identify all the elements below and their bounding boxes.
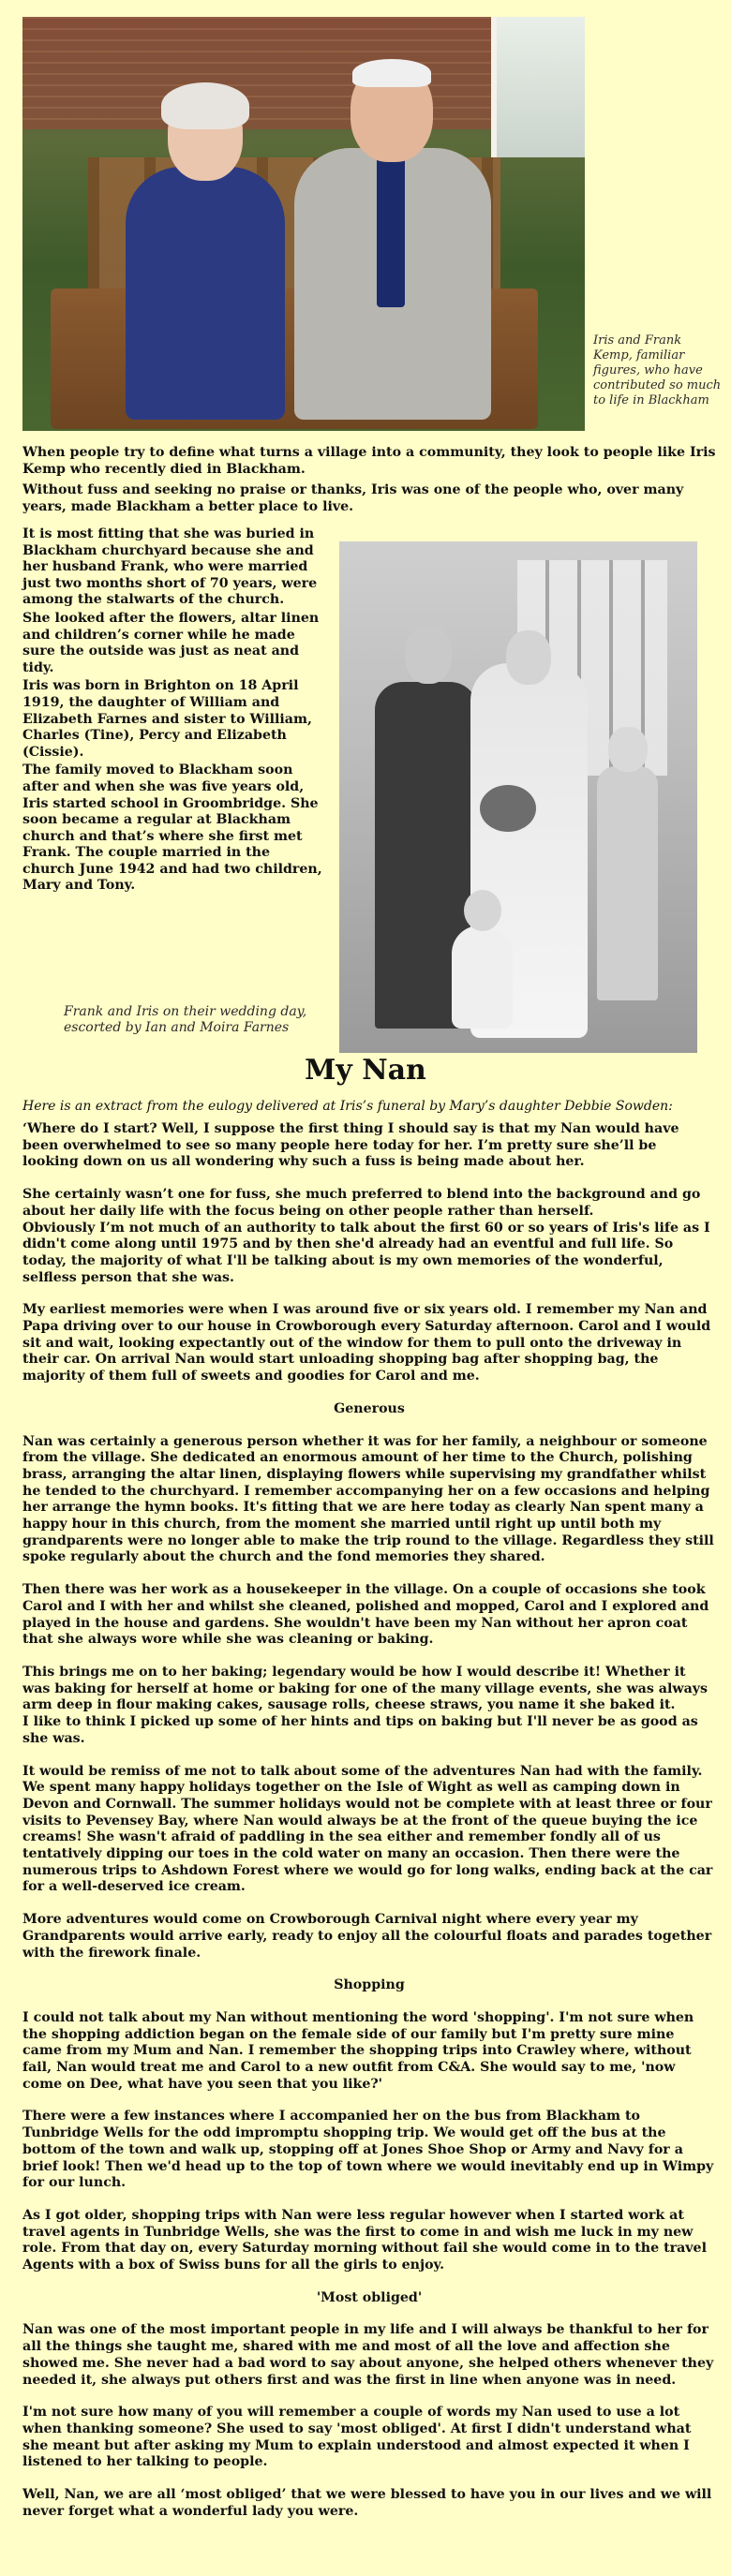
eulogy-paragraph: Well, Nan, we are all ‘most obliged’ that we were blessed to have you in our lives and we will never forget what a wonderful lady you were.	[22, 2487, 712, 2519]
photo-wedding-day	[339, 541, 697, 1053]
eulogy-paragraph: It would be remiss of me not to talk about some of the adventures Nan had with the family. We spent many happy holidays together on the Isle of Wight as well as camping down in Devon and Cornwall. The summer holidays would not be complete with at least three or four visits to Pevensey Bay, where Nan would always be at the front of the queue buying the ice creams! She wasn't afraid of paddling in the sea either and remember fondly all of us tentatively dipping our toes in the cold water on many an occasion. Then there were the numerous trips to Ashdown Forest where we would go for long walks, ending back at the car for a well-deserved ice cream.	[22, 1763, 713, 1895]
eulogy-body	[22, 1121, 716, 2537]
eulogy-paragraph: ‘Where do I start? Well, I suppose the first thing I should say is that my Nan would have been overwhelmed to see so many people here today for her. I’m pretty sure she’ll be looking down on us all wondering why such a fuss is being made about her.	[22, 1121, 679, 1170]
photo-caption-bench: Iris and Frank Kemp, familiar figures, who have contributed so much to life in Blackham	[593, 333, 722, 407]
eulogy-paragraph: More adventures would come on Crowborough Carnival night where every year my Grandparents would arrive early, ready to enjoy all the colourful floats and parades together with the firework finale.	[22, 1912, 712, 1961]
window	[491, 17, 585, 157]
moira-face	[464, 890, 501, 931]
photo-iris-and-frank-on-bench	[22, 17, 585, 431]
eulogy-paragraph: Obviously I’m not much of an authority to talk about the first 60 or so years of Iris's life as I didn't come along until 1975 and by then she'd already had an eventful and full life. So today, the majority of what I'll be talking about is my own memories of the wonderful, selfless person that she was.	[22, 1220, 710, 1285]
iris-face	[506, 630, 551, 685]
eulogy-paragraph: I like to think I picked up some of her hints and tips on baking but I'll never be as good as she was.	[22, 1714, 698, 1746]
frank-face	[405, 626, 452, 684]
eulogy-paragraph: My earliest memories were when I was around five or six years old. I remember my Nan and Papa driving over to our house in Crowborough every Saturday afternoon. Carol and I would sit and wait, looking expectantly out of the window for them to pull onto the driveway in their car. On arrival Nan would start unloading shopping bag after shopping bag, the majority of them full of sweets and goodies for Carol and me.	[22, 1302, 711, 1384]
eulogy-paragraph: Then there was her work as a housekeeper in the village. On a couple of occasions she took Carol and I with her and whilst she cleaned, polished and mopped, Carol and I explored and played in the house and gardens. She wouldn't have been my Nan without her apron coat that she always wore while she was cleaning or baking.	[22, 1582, 709, 1648]
section-heading-generous: Generous	[334, 1400, 405, 1416]
intro-paragraph: Without fuss and seeking no praise or thanks, Iris was one of the people who, over many years, made Blackham a better place to live.	[22, 482, 684, 514]
article-subtitle: Here is an extract from the eulogy delivered at Iris’s funeral by Mary’s daughter Debbie Sowden:	[22, 1099, 673, 1114]
eulogy-paragraph: Nan was one of the most important people in my life and I will always be thankful to her for all the things she taught me, shared with me and most of all the love and affection she showed me. She never had a bad word to say about anyone, she helped others whenever they needed it, she always put others first and was the first in line when anyone was in need.	[22, 2322, 714, 2388]
ian-figure	[597, 766, 658, 1000]
eulogy-paragraph: Nan was certainly a generous person whether it was for her family, a neighbour or someone from the village. She dedicated an enormous amount of her time to the Church, polishing brass, arranging the altar linen, displaying flowers while supervising my grandfather whilst he tended to the churchyard. I remember accompanying her on a few occasions and helping her arrange the hymn books. It's fitting that we are here today as clearly Nan spent many a happy hour in this church, from the moment she married until right up until both my grandparents were no longer able to make the trip round to the village. Regardless they still spoke regularly about the church and the fond memories they shared.	[22, 1433, 714, 1565]
biography-paragraph: She looked after the flowers, altar linen and children’s corner while he made sure the outside was just as neat and tidy.	[22, 610, 320, 675]
biography-paragraph: Iris was born in Brighton on 18 April 1919, the daughter of William and Elizabeth Farnes and sister to William, Charles (Tine), Percy and Elizabeth (Cissie).	[22, 678, 312, 760]
eulogy-paragraph: I'm not sure how many of you will remember a couple of words my Nan used to use a lot when thanking someone? She used to say 'most obliged'. At first I didn't understand what she meant but after asking my Mum to explain understood and almost expected it when I listened to her talking to people.	[22, 2405, 692, 2470]
bouquet	[480, 785, 536, 832]
moira-figure	[452, 925, 513, 1029]
biography-column	[22, 526, 322, 896]
eulogy-paragraph: This brings me on to her baking; legendary would be how I would describe it! Whether it was baking for herself at home or baking for one of the many village events, she was always arm deep in flour making cakes, sausage rolls, cheese straws, you name it she baked it.	[22, 1664, 709, 1713]
eulogy-paragraph: She certainly wasn’t one for fuss, she much preferred to blend into the background and go about her daily life with the focus being on other people rather than herself.	[22, 1187, 701, 1219]
photo-caption-wedding: Frank and Iris on their wedding day, escorted by Ian and Moira Farnes	[64, 1004, 307, 1035]
eulogy-paragraph: I could not talk about my Nan without mentioning the word 'shopping'. I'm not sure when the shopping addiction began on the female side of our family but I'm pretty sure mine came from my Mum and Nan. I remember the shopping trips into Crawley where, without fail, Nan would treat me and Carol to a new outfit from C&A. She would say to me, 'now come on Dee, what have you seen that you like?'	[22, 2009, 694, 2092]
intro-text	[22, 444, 716, 519]
biography-paragraph: It is most fitting that she was buried in Blackham churchyard because she and her husband Frank, who were married just two months short of 70 years, were among the stalwarts of the church.	[22, 526, 318, 608]
eulogy-paragraph: As I got older, shopping trips with Nan were less regular however when I started work at travel agents in Tunbridge Wells, she was the first to come in and wish me luck in my new role. From that day on, every Saturday morning without fail she would come in to the travel Agents with a box of Swiss buns for all the girls to enjoy.	[22, 2207, 707, 2273]
intro-paragraph: When people try to define what turns a village into a community, they look to people like Iris Kemp who recently died in Blackham.	[22, 445, 716, 477]
section-heading-shopping: Shopping	[334, 1977, 405, 1993]
iris-figure	[126, 167, 285, 420]
ian-face	[608, 727, 648, 772]
article-title: My Nan	[305, 1054, 426, 1087]
biography-paragraph: The family moved to Blackham soon after and when she was five years old, Iris started school in Groombridge. She soon became a regular at Blackham church and that’s where she first met Frank. The couple married in the church June 1942 and had two children, Mary and Tony.	[22, 762, 322, 894]
frank-hair	[352, 59, 431, 87]
eulogy-paragraph: There were a few instances where I accompanied her on the bus from Blackham to Tunbridge Wells for the odd impromptu shopping trip. We would get off the bus at the bottom of the town and walk up, stopping off at Jones Shoe Shop or Army and Navy for a brief look! Then we'd head up to the top of town where we would inevitably end up in Wimpy for our lunch.	[22, 2109, 714, 2191]
section-heading-most-obliged: 'Most obliged'	[316, 2289, 423, 2305]
iris-hair	[161, 82, 249, 129]
frank-tie	[377, 157, 405, 307]
